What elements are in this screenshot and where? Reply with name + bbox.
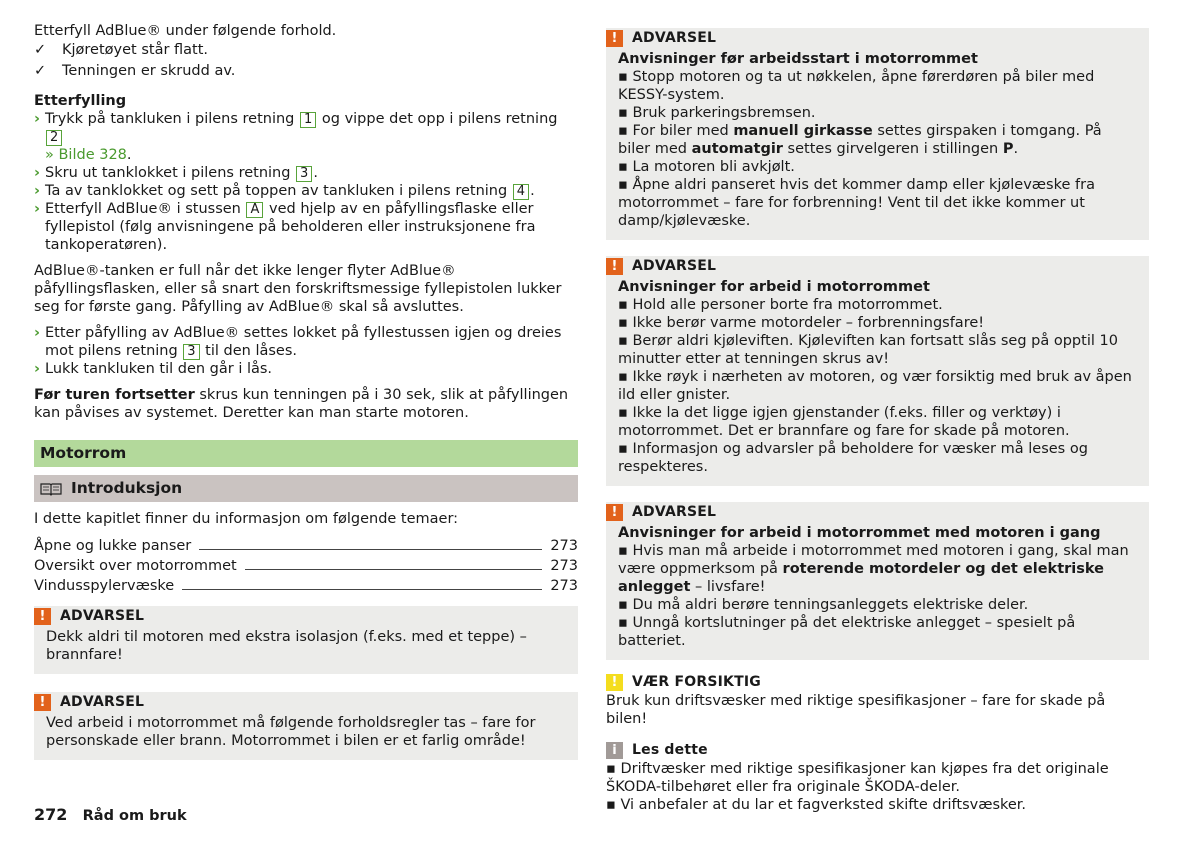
check-icon: ✓ — [34, 63, 47, 79]
page-footer — [34, 805, 187, 824]
warning-box: ! ADVARSEL Anvisninger for arbeid i motorrommet med motoren i gang ▪ Hvis man må arbeide i motorrommet med motoren i gang, skal man være oppmerksom på roterende motordeler og det elektriske anlegget – livsfare! ▪ Du må aldri berøre tenningsanleggets elektriske deler. ▪ Unngå kortslutninger på det elektriske anlegget – spesielt på batteriet. — [606, 502, 1149, 660]
before-trip-text: Før turen fortsetter skrus kun tenningen på i 30 sek, slik at påfyllingen kan påvises av systemet. Deretter kan man starte motoren. — [34, 387, 569, 421]
figure-ref[interactable]: 3 — [183, 344, 199, 360]
caution-icon: ! — [606, 674, 623, 691]
arrow-icon: › — [34, 111, 40, 127]
page-number: 272 — [34, 805, 68, 824]
warning-box: ! ADVARSEL Anvisninger før arbeidsstart i motorrommet ▪ Stopp motoren og ta ut nøkkelen, åpne førerdøren på biler med KESSY-system. ▪ Bruk parkeringsbremsen. ▪ For biler med manuell girkasse settes girspaken i tomgang. På biler med automatgir settes girvelgeren i stillingen P. ▪ La motoren bli avkjølt. ▪ Åpne aldri panseret hvis det kommer damp eller kjølevæske fra motorrommet – fare for forbrenning! Vent til det ikke kommer ut damp/kjølevæske. — [606, 28, 1149, 240]
arrow-icon: › — [34, 325, 40, 341]
info-icon: i — [606, 742, 623, 759]
figure-ref[interactable]: 4 — [513, 184, 529, 200]
warning-icon: ! — [34, 694, 51, 711]
toc-list — [34, 536, 578, 596]
figure-link[interactable]: » Bilde 328 — [45, 147, 127, 163]
right-column — [606, 28, 1149, 814]
book-icon — [40, 482, 62, 496]
toc-item[interactable]: Vindusspylervæske 273 — [34, 578, 578, 594]
warning-icon: ! — [606, 504, 623, 521]
warning-icon: ! — [606, 30, 623, 47]
full-text: AdBlue®-tanken er full når det ikke lenger flyter AdBlue® påfyllingsflasken, eller så snart den forskriftsmessige fyllepistolen lukker seg for første gang. Påfylling av AdBlue® skal så avsluttes. — [34, 263, 562, 315]
caution-block: ! VÆR FORSIKTIG Bruk kun driftsvæsker med riktige spesifikasjoner – fare for skade på bilen! — [606, 674, 1106, 727]
toc-item[interactable]: Oversikt over motorrommet 273 — [34, 558, 578, 574]
warning-icon: ! — [34, 608, 51, 625]
arrow-icon: › — [34, 361, 40, 377]
warning-box: ! ADVARSEL Dekk aldri til motoren med ekstra isolasjon (f.eks. med et teppe) – brannfare! — [34, 606, 578, 674]
figure-ref[interactable]: A — [246, 202, 263, 218]
warning-box: ! ADVARSEL Ved arbeid i motorrommet må følgende forholdsregler tas – fare for personskade eller brann. Motorrommet i bilen er et farlig område! — [34, 692, 578, 760]
footer-title: Råd om bruk — [82, 808, 187, 824]
left-column — [34, 22, 578, 760]
figure-ref[interactable]: 2 — [46, 130, 62, 146]
step-item: › Etterfyll AdBlue® i stussen A ved hjelp av en påfyllingsflaske eller fyllepistol (følg anvisningene på beholderen eller instruksjonene fra tankoperatøren). — [34, 201, 536, 253]
warning-box: ! ADVARSEL Anvisninger for arbeid i motorrommet ▪ Hold alle personer borte fra motorrommet. ▪ Ikke berør varme motordeler – forbrenningsfare! ▪ Berør aldri kjøleviften. Kjøleviften kan fortsatt slås seg på opptil 10 minutter etter at tenningen skrus av! ▪ Ikke røyk i nærheten av motoren, og vær forsiktig med bruk av åpen ild eller gnister. ▪ Ikke la det ligge igjen gjenstander (f.eks. filler og verktøy) i motorrommet. Det er brannfare og fare for skade på motoren. ▪ Informasjon og advarsler på beholdere for væsker må leses og respekteres. — [606, 256, 1149, 486]
filling-heading: Etterfylling — [34, 93, 127, 109]
figure-ref[interactable]: 1 — [300, 112, 316, 128]
step-item: › Ta av tanklokket og sett på toppen av tankluken i pilens retning 4 . — [34, 183, 535, 199]
condition-item: ✓ Kjøretøyet står flatt. — [34, 40, 578, 61]
chapter-intro: I dette kapitlet finner du informasjon om følgende temaer: — [34, 511, 459, 527]
check-icon: ✓ — [34, 42, 47, 58]
subsection-title: Introduksjon — [34, 475, 578, 502]
section-title: Motorrom — [34, 440, 578, 467]
intro-text: Etterfyll AdBlue® under følgende forhold. — [34, 23, 337, 39]
step-item: › Lukk tankluken til den går i lås. — [34, 361, 273, 377]
step-item: › Etter påfylling av AdBlue® settes lokket på fyllestussen igjen og dreies mot pilens retning 3 til den låses. — [34, 325, 562, 359]
warning-icon: ! — [606, 258, 623, 275]
arrow-icon: › — [34, 183, 40, 199]
conditions-list — [34, 40, 578, 82]
step-item: › Trykk på tankluken i pilens retning 1 og vippe det opp i pilens retning 2 » Bilde 328. — [34, 111, 558, 163]
arrow-icon: › — [34, 201, 40, 217]
step-item: › Skru ut tanklokket i pilens retning 3 . — [34, 165, 318, 181]
toc-item[interactable]: Åpne og lukke panser 273 — [34, 538, 578, 554]
arrow-icon: › — [34, 165, 40, 181]
condition-item: ✓ Tenningen er skrudd av. — [34, 61, 578, 82]
note-block: i Les dette ▪ Driftvæsker med riktige spesifikasjoner kan kjøpes fra det originale ŠKODA-tilbehøret eller fra originale ŠKODA-deler. ▪ Vi anbefaler at du lar et fagverksted skifte driftsvæsker. — [606, 742, 1109, 813]
figure-ref[interactable]: 3 — [296, 166, 312, 182]
